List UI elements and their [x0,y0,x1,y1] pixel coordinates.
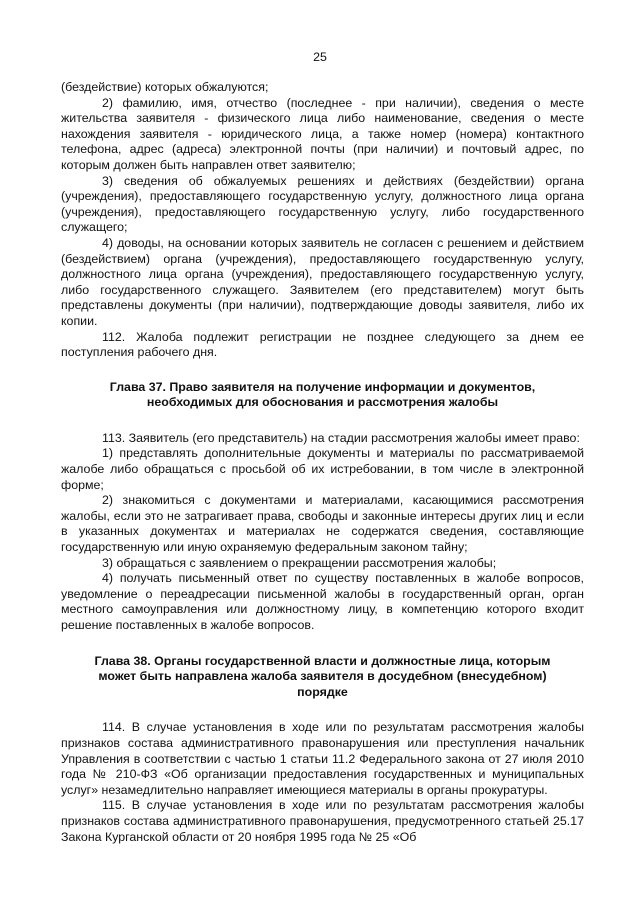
paragraph: 2) фамилию, имя, отчество (последнее - при наличии), сведения о месте жительства заявителя - физического лица либо наименование, сведения о месте нахождения заявителя - юридического лица, а также номер (номера) контактного телефона, адрес (адреса) электронной почты (при наличии) и почтовый адрес, по которым должен быть направлен ответ заявителю; [61,95,584,172]
chapter-heading-line: может быть направлена жалоба заявителя в досудебном (внесудебном) [98,669,547,684]
paragraph: (бездействие) которых обжалуются; [61,80,269,94]
paragraph: 115. В случае установления в ходе или по результатам рассмотрения жалобы признаков состава административного правонарушения, предусмотренного статьей 25.17 Закона Курганской области от 20 ноября 1995 года № 25 «Об [61,798,584,844]
chapter-heading-line: необходимых для обоснования и рассмотрения жалобы [146,395,499,410]
chapter-heading [61,380,584,411]
chapter-heading-line: Глава 38. Органы государственной власти и должностные лица, которым [94,653,551,668]
page-number: 25 [313,50,327,64]
paragraph: 4) получать письменный ответ по существу поставленных в жалобе вопросов, уведомление о переадресации письменной жалобы в государственный орган, орган местного самоуправления или должностному лицу, в компетенцию которого входит решение поставленных в жалобе вопросов. [61,571,584,632]
paragraph: 1) представлять дополнительные документы и материалы по рассматриваемой жалобе либо обращаться с просьбой об их истребовании, в том числе в электронной форме; [61,446,584,492]
chapter-heading [61,654,584,701]
paragraph: 3) обращаться с заявлением о прекращении рассмотрения жалобы; [102,555,497,570]
paragraph: 113. Заявитель (его представитель) на стадии рассмотрения жалобы имеет право: [102,430,580,445]
chapter-heading-line: порядке [297,684,348,699]
paragraph: 114. В случае установления в ходе или по результатам рассмотрения жалобы признаков состава административного правонарушения или преступления начальник Управления в соответствии с частью 1 статьи 11.2 Федерального закона от 27 июля 2010 года № 210-ФЗ «Об организации предоставления государственных и муниципальных услуг» незамедлительно направляет имеющиеся материалы в органы прокуратуры. [61,720,584,797]
chapter-heading-line: Глава 37. Право заявителя на получение информации и документов, [109,379,536,394]
paragraph: 3) сведения об обжалуемых решениях и действиях (бездействии) органа (учреждения), предоставляющего государственную услугу, должностного лица органа (учреждения), предоставляющего государственную услугу, либо государственного служащего; [61,173,584,235]
paragraph: 112. Жалоба подлежит регистрации не позднее следующего за днем ее поступления рабочего дня. [61,329,584,360]
document-body [61,80,584,845]
paragraph: 2) знакомиться с документами и материалами, касающимися рассмотрения жалобы, если это не затрагивает права, свободы и законные интересы других лиц и если в указанных документах и материалах не содержатся сведения, составляющие государственную или иную охраняемую федеральным законом тайну; [61,493,584,555]
paragraph: 4) доводы, на основании которых заявитель не согласен с решением и действием (бездействием) органа (учреждения), предоставляющего государственную услугу, должностного лица органа (учреждения), предоставляющего государственную услугу, либо государственного служащего. Заявителем (его представителем) могут быть представлены документы (при наличии), подтверждающие доводы заявителя, либо их копии. [61,235,584,328]
